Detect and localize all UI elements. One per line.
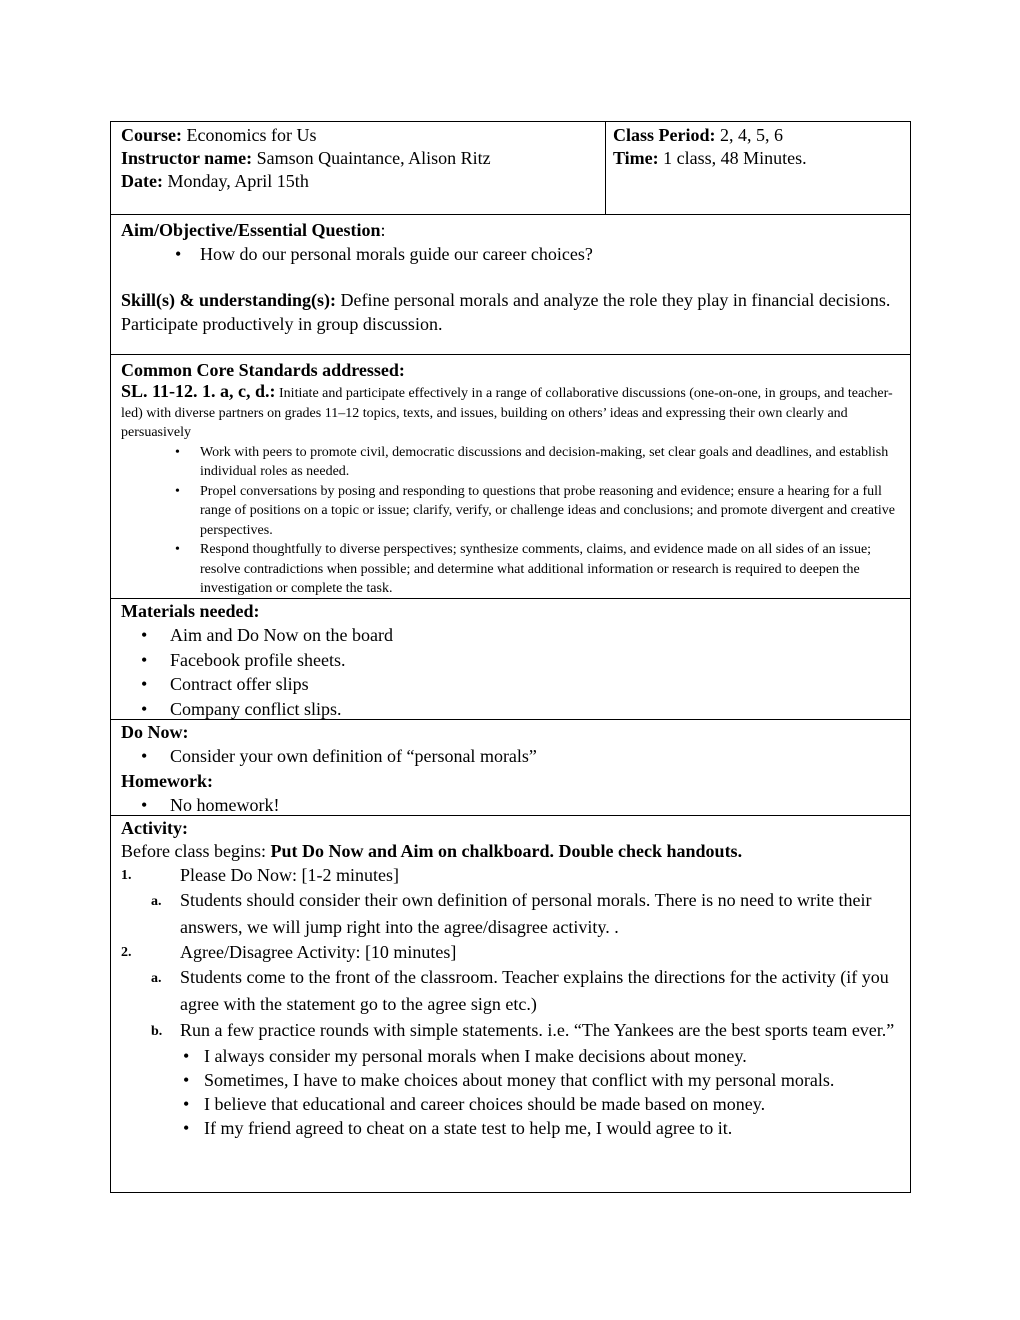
step-1 bbox=[121, 863, 900, 887]
date-label: Date: bbox=[121, 171, 163, 191]
step-2a-text: Students come to the front of the classroom. Teacher explains the directions for the activity (if you agree with the statement go to the agree sign etc.) bbox=[180, 967, 889, 1014]
time-label: Time: bbox=[613, 148, 659, 168]
aim-section bbox=[111, 214, 910, 354]
aim-label: Aim/Objective/Essential Question bbox=[121, 220, 381, 240]
material-item: • Contract offer slips bbox=[111, 672, 910, 697]
homework-label: Homework: bbox=[121, 770, 213, 791]
do-now-heading bbox=[111, 720, 910, 744]
standards-code: SL. 11-12. 1. a, c, d.: bbox=[121, 381, 276, 401]
homework-item: • No homework! bbox=[111, 793, 910, 816]
material-item: • Aim and Do Now on the board bbox=[111, 623, 910, 648]
before-class-line bbox=[121, 840, 900, 863]
standards-text: Initiate and participate effectively in a range of collaborative discussions (one-on-one, in groups, and teacher-led) with diverse partners on grades 11–12 topics, texts, and issues, building on others’ ideas and expressing their own clearly and persuasively bbox=[121, 386, 893, 440]
material-item: • Facebook profile sheets. bbox=[111, 648, 910, 673]
materials-label: Materials needed: bbox=[121, 601, 260, 621]
course-line bbox=[121, 124, 595, 147]
time-value: 1 class, 48 Minutes. bbox=[658, 148, 807, 168]
activity-heading bbox=[121, 816, 900, 840]
do-now-list bbox=[111, 744, 910, 769]
course-value: Economics for Us bbox=[182, 125, 317, 145]
aim-item: • How do our personal morals guide our career choices? bbox=[111, 242, 910, 266]
period-line bbox=[613, 124, 900, 147]
aim-list bbox=[111, 242, 910, 266]
do-now-item: • Consider your own definition of “personal morals” bbox=[111, 744, 910, 769]
standards-section bbox=[111, 354, 910, 598]
before-class-prefix: Before class begins: bbox=[121, 841, 271, 861]
date-value: Monday, April 15th bbox=[162, 171, 309, 191]
step-1-text: Please Do Now: [1-2 minutes] bbox=[180, 865, 399, 885]
statement-item: • I always consider my personal morals when I make decisions about money. bbox=[121, 1044, 900, 1068]
time-line bbox=[613, 147, 900, 170]
schedule-info-cell bbox=[606, 122, 910, 214]
activity-section bbox=[111, 815, 910, 1192]
date-line bbox=[121, 170, 595, 193]
standards-heading bbox=[111, 358, 910, 382]
material-item: • Company conflict slips. bbox=[111, 697, 910, 720]
standards-list bbox=[111, 443, 910, 599]
standard-item: • Propel conversations by posing and responding to questions that probe reasoning and evidence; ensure a hearing for a full range of positions on a topic or issue; clarify, verify, or challenge ideas and conclusions; and promote divergent and creative perspectives. bbox=[111, 482, 910, 541]
materials-heading bbox=[111, 599, 910, 623]
step-1a-text: Students should consider their own definition of personal morals. There is no need to write their answers, we will jump right into the agree/disagree activity. . bbox=[180, 890, 872, 937]
skills-label: Skill(s) & understanding(s): bbox=[121, 290, 337, 310]
course-info-cell bbox=[111, 122, 606, 214]
step-1a-letter: a. bbox=[151, 894, 162, 909]
statement-item: • Sometimes, I have to make choices about money that conflict with my personal morals. bbox=[121, 1068, 900, 1092]
instructor-label: Instructor name: bbox=[121, 148, 253, 168]
aim-colon: : bbox=[380, 220, 386, 240]
course-label: Course: bbox=[121, 125, 182, 145]
standard-item: • Respond thoughtfully to diverse perspectives; synthesize comments, claims, and evidence made on all sides of an issue; resolve contradictions when possible; and determine what additional information or research is required to deepen the investigation or complete the task. bbox=[111, 540, 910, 598]
skills-paragraph bbox=[111, 288, 910, 336]
homework-list bbox=[111, 793, 910, 816]
step-2-text: Agree/Disagree Activity: [10 minutes] bbox=[180, 942, 457, 962]
activity-label: Activity: bbox=[121, 818, 188, 838]
step-1-number: 1. bbox=[121, 868, 132, 883]
statement-list bbox=[121, 1044, 900, 1140]
step-2-number: 2. bbox=[121, 945, 132, 960]
materials-section bbox=[111, 598, 910, 719]
lesson-plan-table bbox=[110, 121, 911, 1193]
step-2b-text: Run a few practice rounds with simple statements. i.e. “The Yankees are the best sports team ever.” bbox=[180, 1020, 895, 1040]
instructor-value: Samson Quaintance, Alison Ritz bbox=[252, 148, 491, 168]
step-2a bbox=[121, 964, 900, 1017]
period-label: Class Period: bbox=[613, 125, 716, 145]
step-2 bbox=[121, 940, 900, 964]
standards-label: Common Core Standards addressed: bbox=[121, 360, 405, 380]
instructor-line bbox=[121, 147, 595, 170]
step-2a-letter: a. bbox=[151, 971, 162, 986]
materials-list bbox=[111, 623, 910, 719]
aim-heading bbox=[111, 218, 910, 242]
standards-intro bbox=[111, 382, 910, 443]
statement-item: • If my friend agreed to cheat on a state test to help me, I would agree to it. bbox=[121, 1116, 900, 1140]
period-value: 2, 4, 5, 6 bbox=[715, 125, 783, 145]
do-now-label: Do Now: bbox=[121, 722, 189, 742]
before-class-instructions: Put Do Now and Aim on chalkboard. Double check handouts. bbox=[270, 841, 743, 861]
step-1a bbox=[121, 887, 900, 940]
header-row bbox=[111, 122, 910, 214]
step-2b bbox=[121, 1017, 900, 1044]
skills-text: Define personal morals and analyze the role they play in financial decisions. Participate productively in group discussion. bbox=[121, 290, 891, 334]
standard-item: • Work with peers to promote civil, democratic discussions and decision-making, set clear goals and deadlines, and establish individual roles as needed. bbox=[111, 443, 910, 482]
do-now-section bbox=[111, 719, 910, 815]
statement-item: • I believe that educational and career choices should be made based on money. bbox=[121, 1092, 900, 1116]
step-2b-letter: b. bbox=[151, 1024, 163, 1039]
homework-heading bbox=[111, 769, 910, 793]
